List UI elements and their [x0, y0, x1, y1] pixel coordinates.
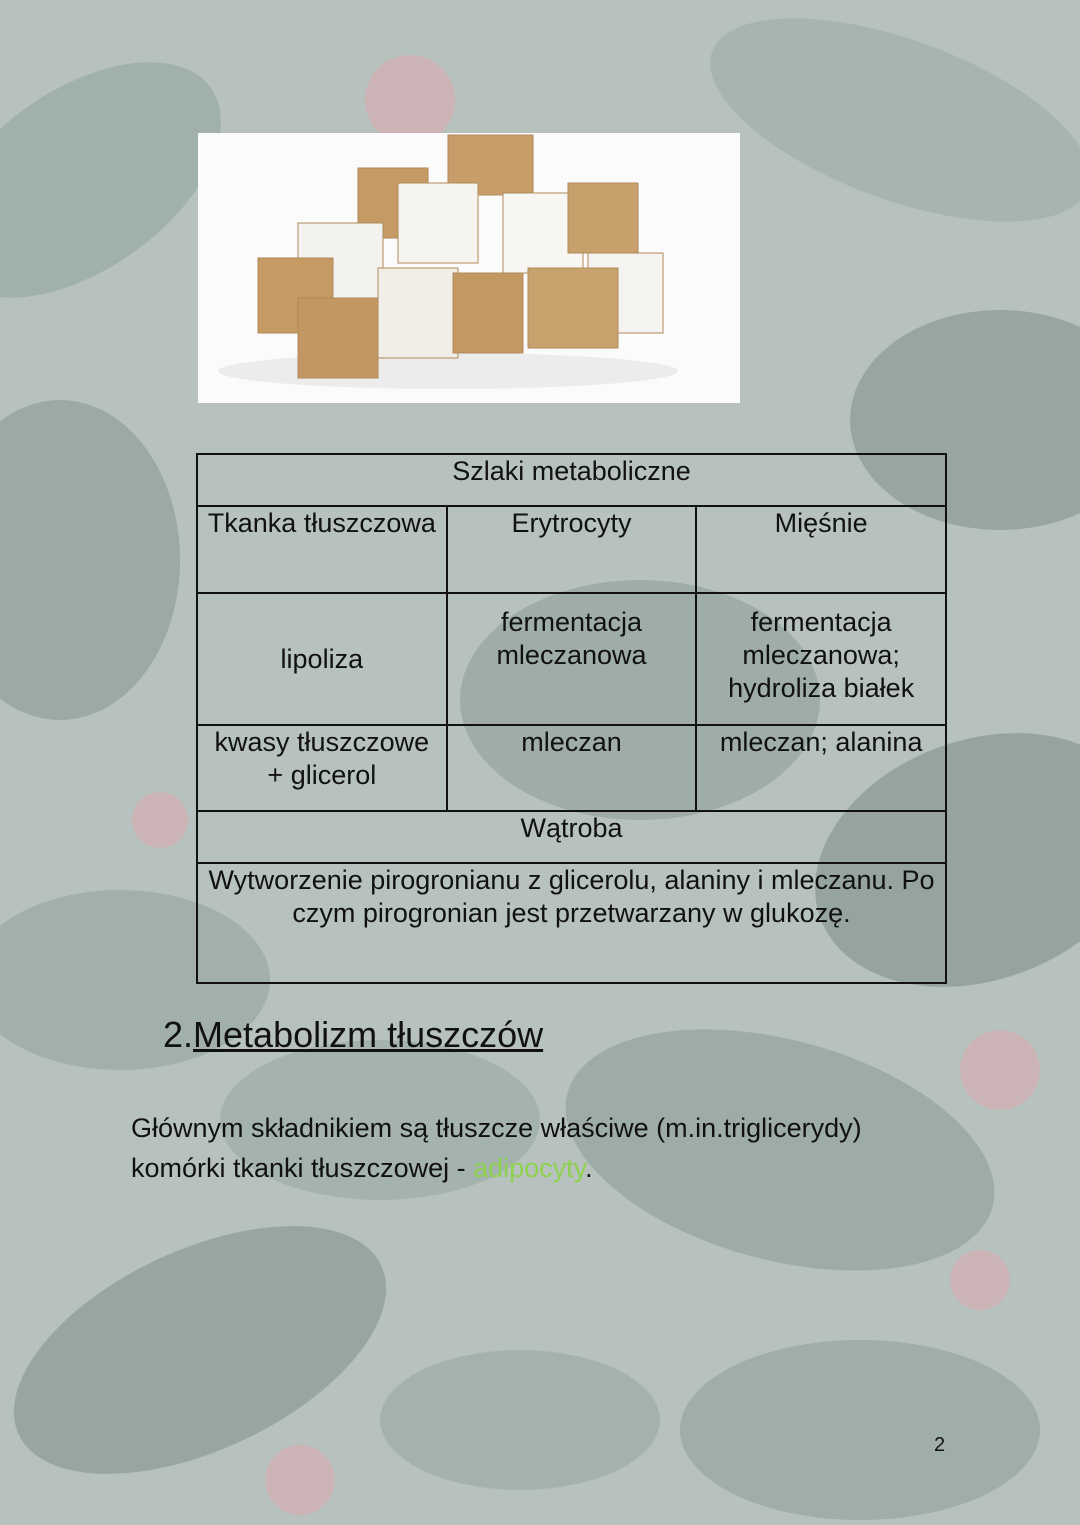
process-adipose: lipoliza: [197, 593, 447, 725]
table-title-row: [197, 454, 946, 506]
table-row: [197, 863, 946, 983]
liver-description: Wytworzenie pirogronianu z glicerolu, alaniny i mleczanu. Po czym pirogronian jest przetwarzany w glukozę.: [197, 863, 946, 983]
metabolic-pathways-table: [196, 453, 947, 984]
table-row: [197, 725, 946, 811]
product-muscles: mleczan; alanina: [696, 725, 946, 811]
table-row: [197, 593, 946, 725]
paragraph-accent-term: adipocyty: [473, 1153, 586, 1183]
body-paragraph: [131, 1108, 951, 1188]
page-number: 2: [934, 1434, 946, 1456]
section-number: 2.: [163, 1014, 194, 1055]
paragraph-text: Głównym składnikiem są tłuszcze właściwe (m.in.triglicerydy) komórki tkanki tłuszczowej -: [131, 1113, 862, 1183]
sugar-cubes-photo: [198, 133, 740, 403]
header-adipose-tissue: Tkanka tłuszczowa: [197, 506, 447, 593]
liver-label: Wątroba: [197, 811, 946, 863]
table-header-row: [197, 506, 946, 593]
table-title: Szlaki metaboliczne: [197, 454, 946, 506]
paragraph-end: .: [585, 1153, 593, 1183]
table-row: [197, 811, 946, 863]
process-erythrocytes: fermentacja mleczanowa: [447, 593, 697, 725]
section-title: Metabolizm tłuszczów: [193, 1014, 544, 1055]
product-adipose: kwasy tłuszczowe + glicerol: [197, 725, 447, 811]
product-erythrocytes: mleczan: [447, 725, 697, 811]
process-muscles: fermentacja mleczanowa; hydroliza białek: [696, 593, 946, 725]
section-heading: [163, 1014, 543, 1056]
header-muscles: Mięśnie: [696, 506, 946, 593]
header-erythrocytes: Erytrocyty: [447, 506, 697, 593]
